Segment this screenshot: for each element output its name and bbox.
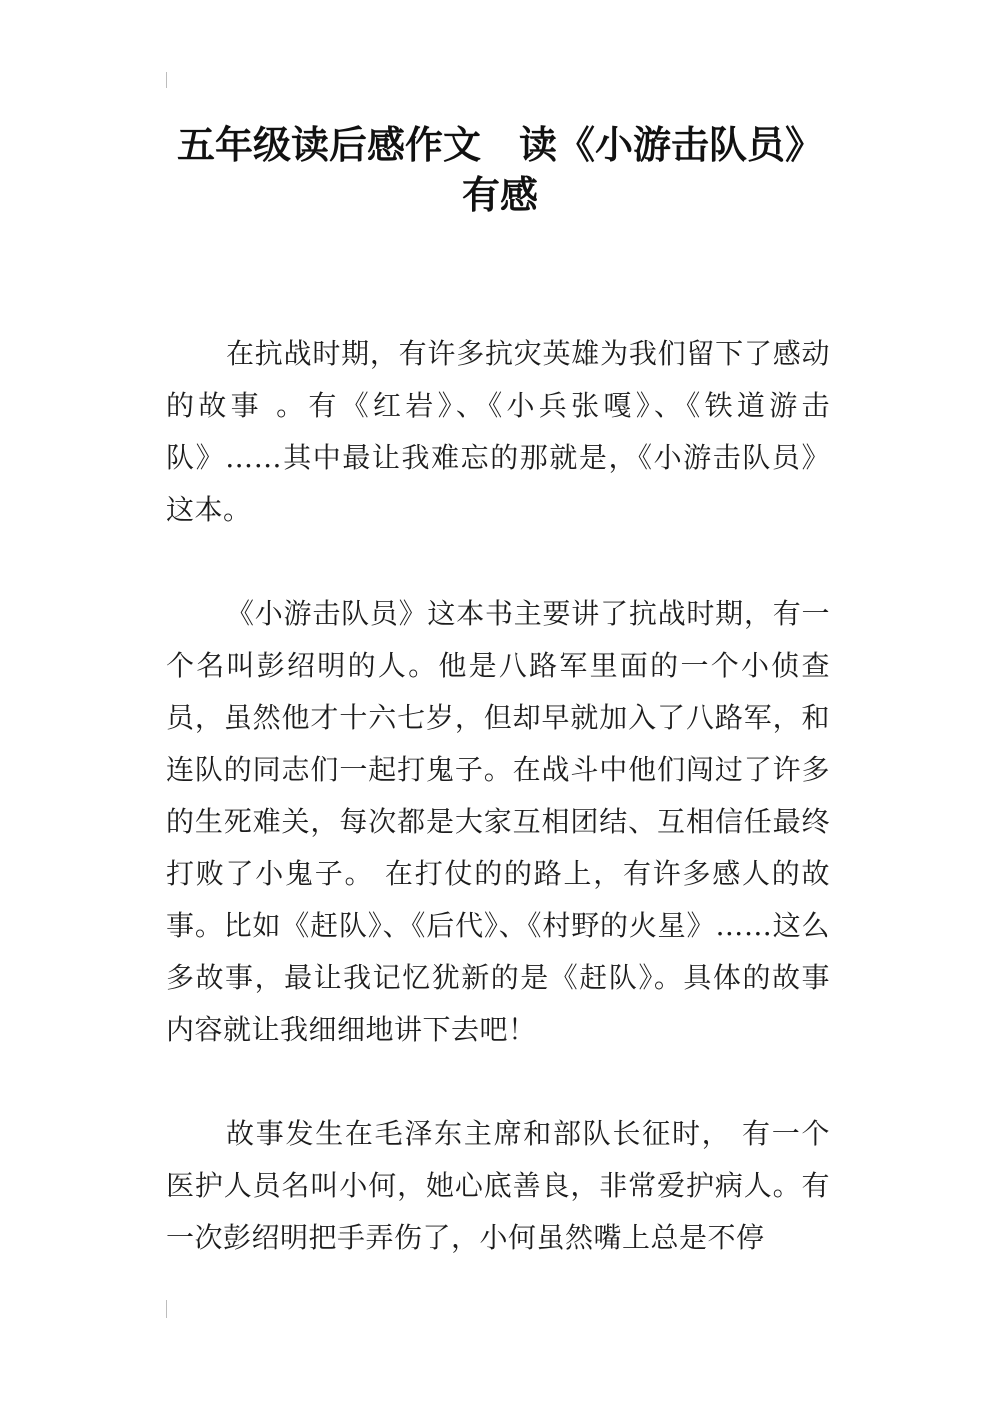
document-body xyxy=(166,328,830,1316)
paragraph-1: 在抗战时期，有许多抗灾英雄为我们留下了感动的故事 。有《红岩》、《小兵张嘎》、《铁道游击队》……其中最让我难忘的那就是，《小游击队员》这本。 xyxy=(166,337,830,526)
crop-mark-bottom xyxy=(166,1300,167,1318)
paragraph-2: 《小游击队员》这本书主要讲了抗战时期，有一个名叫彭绍明的人。他是八路军里面的一个小侦查员，虽然他才十六七岁，但却早就加入了八路军，和连队的同志们一起打鬼子。在战斗中他们闯过了许多的生死难关，每次都是大家互相团结、互相信任最终打败了小鬼子。 在打仗的的路上，有许多感人的故事。比如《赶队》、《后代》、《村野的火星》……这么多故事，最让我记忆犹新的是《赶队》。具体的故事内容就让我细细地讲下去吧！ xyxy=(166,597,830,1046)
crop-mark-top xyxy=(166,72,167,88)
paragraph-3: 故事发生在毛泽东主席和部队长征时， 有一个医护人员名叫小何，她心底善良，非常爱护病人。有一次彭绍明把手弄伤了，小何虽然嘴上总是不停 xyxy=(166,1117,830,1254)
document-title: 五年级读后感作文 读《小游击队员》有感 xyxy=(176,123,823,217)
